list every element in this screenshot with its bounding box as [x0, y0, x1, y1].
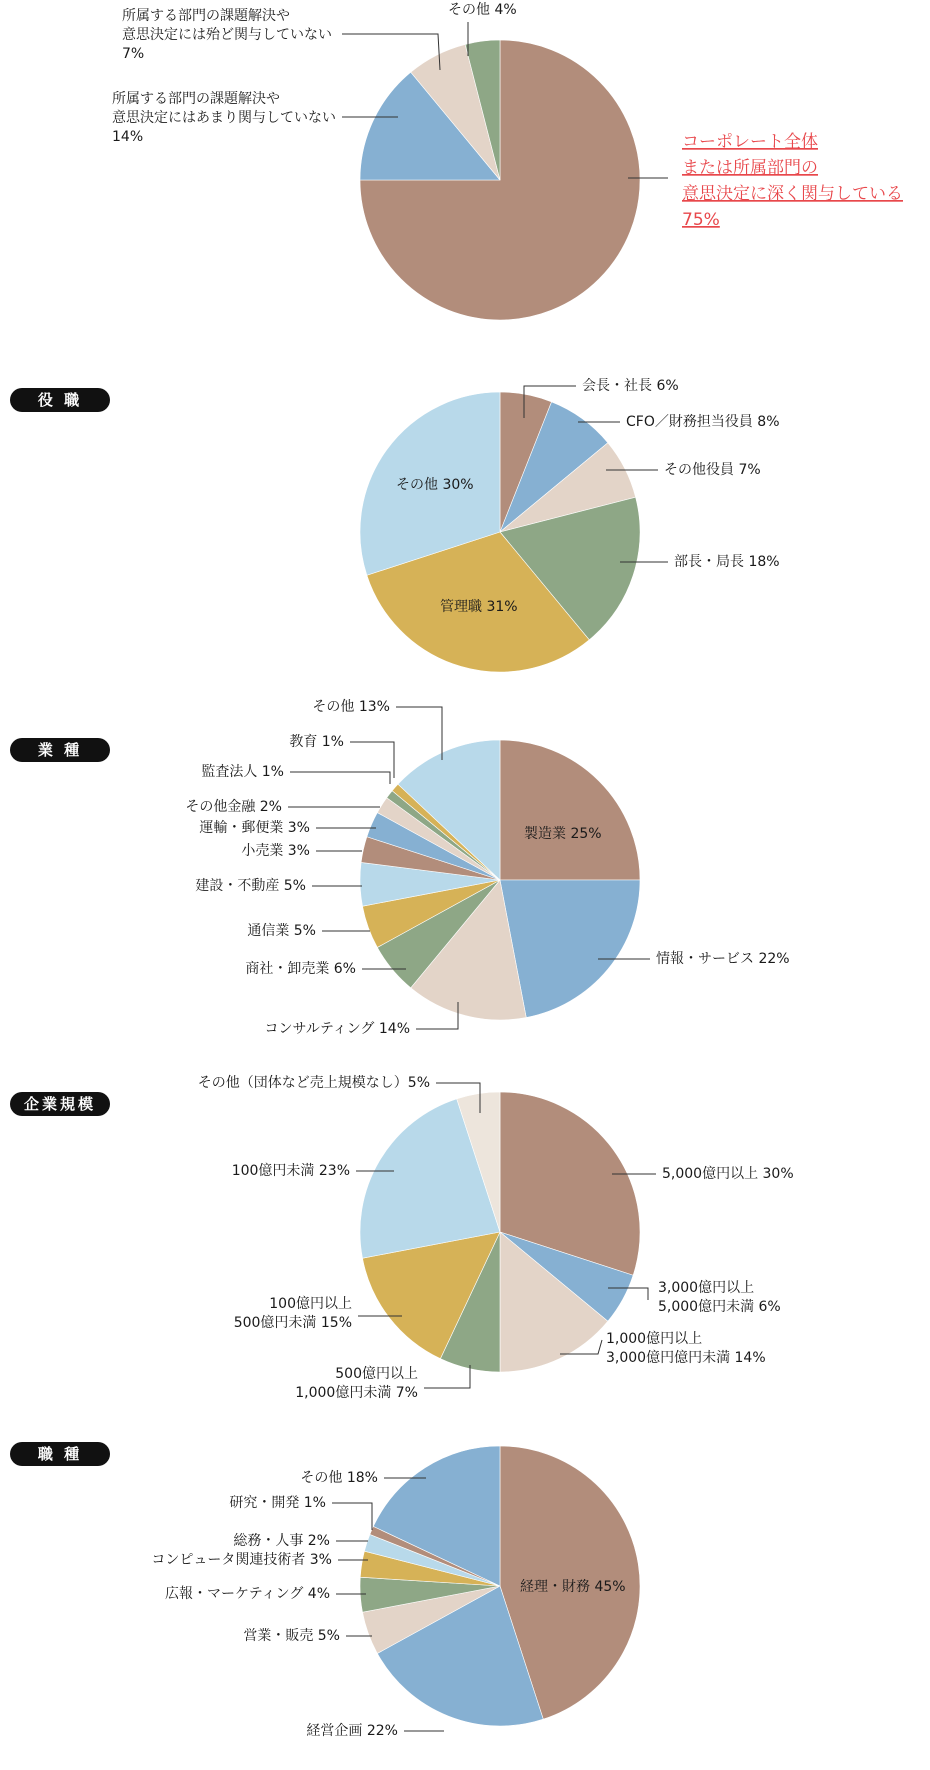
- slice-label: 1,000億円未満 7%: [295, 1385, 418, 1401]
- slice-label: コンピュータ関連技術者 3%: [151, 1552, 332, 1568]
- slice-label: 会長・社長 6%: [582, 378, 679, 394]
- slice-label: 監査法人 1%: [201, 764, 284, 780]
- slice-label: 5,000億円未満 6%: [658, 1299, 781, 1315]
- slice-label: 14%: [112, 129, 144, 145]
- slice-label: 営業・販売 5%: [243, 1628, 340, 1644]
- slice-label: 経営企画 22%: [306, 1723, 398, 1739]
- slice-label: 通信業 5%: [247, 923, 316, 939]
- slice-label: 研究・開発 1%: [229, 1495, 326, 1511]
- slice-label: 100億円以上: [269, 1296, 352, 1312]
- slice-label: CFO／財務担当役員 8%: [626, 414, 780, 430]
- slice-label: その他 4%: [448, 2, 517, 18]
- slice-label: 意思決定には殆ど関与していない: [122, 27, 332, 43]
- pie-chart-4: [198, 1074, 794, 1401]
- slice-label: 5,000億円以上 30%: [662, 1166, 794, 1182]
- slice-label: 経理・財務 45%: [520, 1579, 626, 1595]
- section-tag-job-type: 職 種: [10, 1442, 110, 1466]
- leader-line: [332, 1503, 372, 1530]
- slice-label: 部長・局長 18%: [674, 554, 780, 570]
- slice-label: 7%: [122, 46, 145, 62]
- leader-line: [350, 742, 394, 778]
- slice-label: その他役員 7%: [664, 462, 761, 478]
- slice-label: 500億円以上: [335, 1366, 418, 1382]
- slice-label: 商社・卸売業 6%: [245, 961, 356, 977]
- slice-label: 1,000億円以上: [606, 1331, 703, 1347]
- leader-line: [396, 707, 442, 760]
- pie-chart-1: [112, 2, 903, 320]
- slice-label: コンサルティング 14%: [264, 1021, 410, 1037]
- slice-label: 3,000億円以上: [658, 1280, 755, 1296]
- pie-chart-5: [151, 1446, 640, 1739]
- slice-label: その他金融 2%: [185, 799, 282, 815]
- slice-label: 所属する部門の課題解決や: [112, 91, 280, 107]
- slice-label: 運輸・郵便業 3%: [199, 820, 310, 836]
- slice-label: 100億円未満 23%: [231, 1163, 350, 1179]
- slice-label: 所属する部門の課題解決や: [122, 8, 290, 24]
- slice-label: その他 18%: [300, 1470, 378, 1486]
- slice-label: 500億円未満 15%: [233, 1315, 352, 1331]
- section-tag-industry: 業 種: [10, 738, 110, 762]
- slice-label: 意思決定にはあまり関与していない: [112, 110, 336, 126]
- slice-label: 建設・不動産 5%: [195, 878, 306, 894]
- section-tag-role: 役 職: [10, 388, 110, 412]
- slice-label: コーポレート全体: [682, 132, 818, 152]
- section-tag-company-size: 企業規模: [10, 1092, 110, 1116]
- slice-label: 75%: [682, 210, 720, 230]
- slice-label: 製造業 25%: [524, 826, 602, 842]
- slice-label: 教育 1%: [289, 734, 344, 750]
- slice-label: 管理職 31%: [440, 599, 518, 615]
- leader-line: [424, 1365, 470, 1388]
- slice-label: その他 13%: [312, 699, 390, 715]
- slice-label: その他（団体など売上規模なし）5%: [197, 1075, 430, 1091]
- pie-chart-2: [360, 378, 780, 672]
- leader-line: [290, 772, 390, 784]
- slice-label: 情報・サービス 22%: [656, 951, 790, 967]
- pie-slice: [500, 740, 640, 880]
- slice-label: 小売業 3%: [241, 843, 310, 859]
- pie-chart-3: [185, 699, 789, 1037]
- slice-label: 広報・マーケティング 4%: [165, 1586, 330, 1602]
- slice-label: 3,000億円億円未満 14%: [606, 1350, 766, 1366]
- slice-label: または所属部門の: [682, 158, 818, 178]
- slice-label: 総務・人事 2%: [233, 1533, 330, 1549]
- slice-label: その他 30%: [396, 477, 474, 493]
- slice-label: 意思決定に深く関与している: [682, 184, 903, 204]
